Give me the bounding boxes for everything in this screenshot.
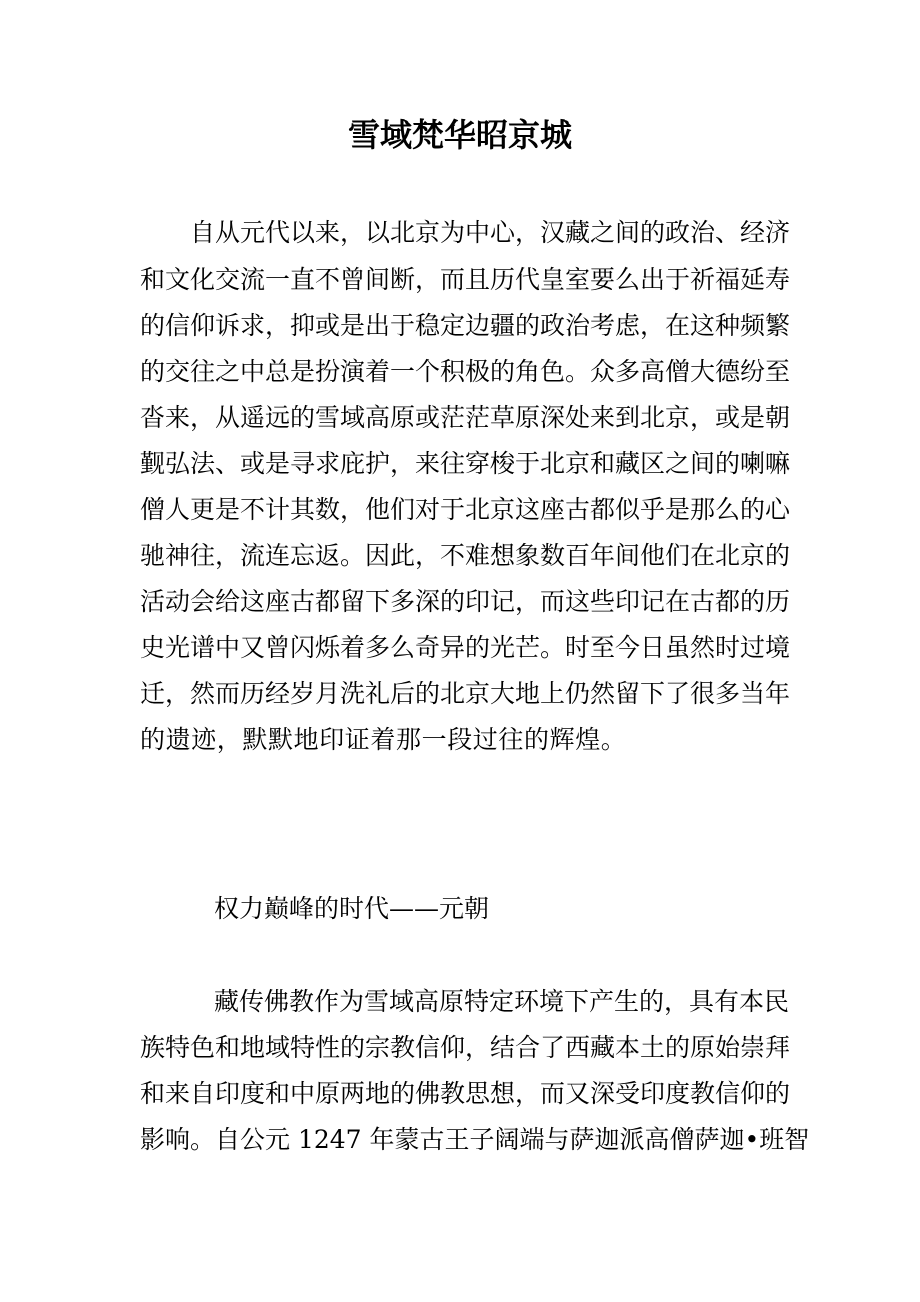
section-heading: 权力巅峰的时代——元朝 [214,894,490,923]
text-line: 迁，然而历经岁月洗礼后的北京大地上仍然留下了很多当年 [140,679,791,708]
text-line: 藏传佛教作为雪域高原特定环境下产生的，具有本民 [214,987,790,1016]
text-line: 影响。自公元 1247 年蒙古王子阔端与萨迦派高僧萨迦•班智 [140,1125,810,1154]
text-line: 驰神往，流连忘返。因此，不难想象数百年间他们在北京的 [140,541,791,570]
text-line: 僧人更是不计其数，他们对于北京这座古都似乎是那么的心 [140,495,791,524]
text-line: 自从元代以来，以北京为中心，汉藏之间的政治、经济 [190,218,791,247]
text-line: 史光谱中又曾闪烁着多么奇异的光芒。时至今日虽然时过境 [140,633,791,662]
text-line: 和文化交流一直不曾间断，而且历代皇室要么出于祈福延寿 [140,265,791,294]
text-line: 的信仰诉求，抑或是出于稳定边疆的政治考虑，在这种频繁 [140,311,791,340]
text-line: 族特色和地域特性的宗教信仰，结合了西藏本土的原始崇拜 [140,1033,791,1062]
text-line: 和来自印度和中原两地的佛教思想，而又深受印度教信仰的 [140,1079,791,1108]
text-line: 沓来，从遥远的雪域高原或茫茫草原深处来到北京，或是朝 [140,403,791,432]
text-line: 活动会给这座古都留下多深的印记，而这些印记在古都的历 [140,587,791,616]
document-title: 雪域梵华昭京城 [347,116,572,154]
text-line: 的遗迹，默默地印证着那一段过往的辉煌。 [140,725,627,754]
text-line: 觐弘法、或是寻求庇护，来往穿梭于北京和藏区之间的喇嘛 [140,449,791,478]
text-line: 的交往之中总是扮演着一个积极的角色。众多高僧大德纷至 [140,357,791,386]
